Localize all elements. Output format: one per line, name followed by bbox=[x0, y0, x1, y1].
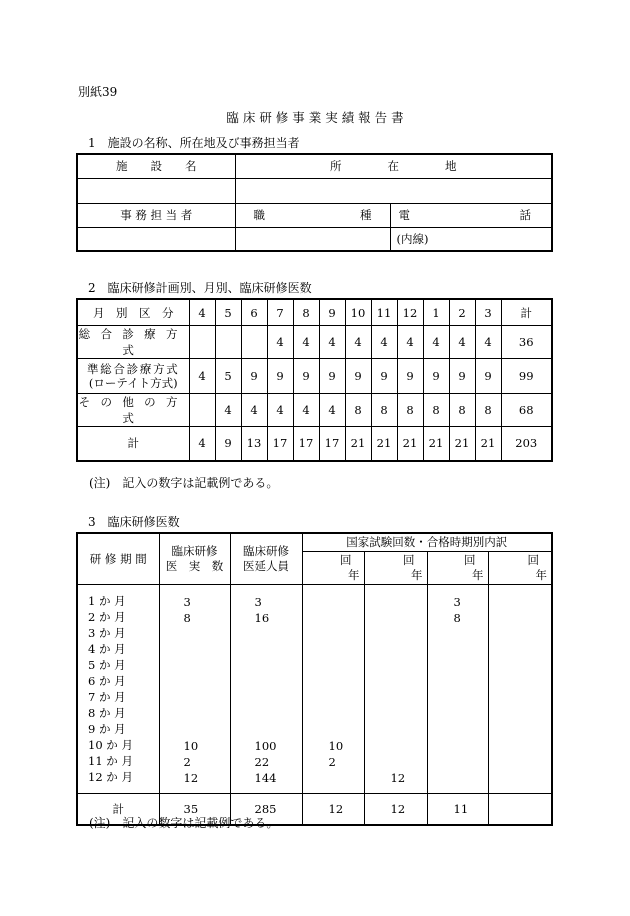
month-header: 4 bbox=[189, 299, 215, 326]
header-facility-name: 施 設 名 bbox=[77, 154, 235, 178]
period-cell: 2 か 月 bbox=[77, 609, 159, 625]
exam-round-header bbox=[364, 551, 427, 584]
total-value-cell[interactable]: 11 bbox=[427, 793, 488, 825]
month-value-cell[interactable]: 8 bbox=[397, 394, 423, 427]
count-cell[interactable] bbox=[364, 641, 427, 657]
month-value-cell[interactable]: 9 bbox=[397, 359, 423, 394]
count-cell[interactable] bbox=[230, 721, 302, 737]
month-value-cell[interactable] bbox=[215, 326, 241, 359]
total-value-cell[interactable] bbox=[488, 793, 552, 825]
table-row bbox=[77, 584, 552, 609]
trainee-count-table bbox=[76, 532, 553, 826]
count-cell[interactable] bbox=[488, 689, 552, 705]
year-label: 年 bbox=[348, 567, 360, 582]
month-value-cell[interactable]: 5 bbox=[215, 359, 241, 394]
month-header: 10 bbox=[345, 299, 371, 326]
month-value-cell[interactable]: 99 bbox=[501, 359, 552, 394]
count-cell[interactable] bbox=[302, 673, 364, 689]
month-value-cell[interactable]: 4 bbox=[449, 326, 475, 359]
total-label: 計 bbox=[77, 793, 159, 825]
month-header: 7 bbox=[267, 299, 293, 326]
month-value-cell[interactable]: 13 bbox=[241, 427, 267, 461]
count-cell[interactable] bbox=[364, 657, 427, 673]
month-value-cell[interactable]: 17 bbox=[293, 427, 319, 461]
month-value-cell[interactable]: 4 bbox=[475, 326, 501, 359]
month-value-cell[interactable]: 21 bbox=[397, 427, 423, 461]
count-cell[interactable] bbox=[488, 753, 552, 769]
count-cell[interactable]: 16 bbox=[230, 609, 302, 625]
header-staff: 事 務 担 当 者 bbox=[77, 203, 235, 227]
count-cell[interactable]: 12 bbox=[159, 769, 230, 794]
month-value-cell[interactable]: 4 bbox=[267, 394, 293, 427]
year-label: 年 bbox=[411, 567, 423, 582]
month-header: 3 bbox=[475, 299, 501, 326]
year-label: 年 bbox=[472, 567, 484, 582]
header-tel bbox=[390, 203, 552, 227]
count-cell[interactable] bbox=[488, 609, 552, 625]
location-field[interactable] bbox=[235, 178, 552, 203]
month-header: 9 bbox=[319, 299, 345, 326]
row-label-rotation: 準総合診療方式 (ローテイト方式) bbox=[77, 359, 189, 394]
facility-name-field[interactable] bbox=[77, 178, 235, 203]
count-cell[interactable] bbox=[230, 641, 302, 657]
month-value-cell[interactable]: 9 bbox=[267, 359, 293, 394]
header-job-1: 職 bbox=[253, 208, 265, 222]
count-cell[interactable] bbox=[488, 673, 552, 689]
count-cell[interactable] bbox=[488, 737, 552, 753]
month-value-cell[interactable]: 9 bbox=[371, 359, 397, 394]
staff-field[interactable] bbox=[77, 227, 235, 251]
month-value-cell[interactable]: 4 bbox=[241, 394, 267, 427]
month-value-cell[interactable]: 4 bbox=[397, 326, 423, 359]
count-cell[interactable] bbox=[427, 625, 488, 641]
count-cell[interactable] bbox=[230, 705, 302, 721]
count-cell[interactable] bbox=[159, 641, 230, 657]
count-cell[interactable] bbox=[302, 689, 364, 705]
total-value-cell[interactable]: 285 bbox=[230, 793, 302, 825]
month-header: 11 bbox=[371, 299, 397, 326]
total-value-cell[interactable]: 12 bbox=[302, 793, 364, 825]
count-cell[interactable]: 100 bbox=[230, 737, 302, 753]
period-cell: 6 か 月 bbox=[77, 673, 159, 689]
month-value-cell[interactable]: 68 bbox=[501, 394, 552, 427]
count-cell[interactable] bbox=[364, 625, 427, 641]
month-value-cell[interactable]: 21 bbox=[475, 427, 501, 461]
count-cell[interactable]: 8 bbox=[427, 609, 488, 625]
count-cell[interactable] bbox=[364, 721, 427, 737]
monthly-plan-table bbox=[76, 298, 553, 462]
row-label-total: 計 bbox=[77, 427, 189, 461]
month-value-cell[interactable]: 4 bbox=[189, 427, 215, 461]
count-cell[interactable] bbox=[302, 584, 364, 609]
header-exam-breakdown: 国家試験回数・合格時期別内訳 bbox=[302, 533, 552, 551]
round-label: 回 bbox=[340, 552, 352, 567]
count-cell[interactable]: 10 bbox=[302, 737, 364, 753]
period-cell: 7 か 月 bbox=[77, 689, 159, 705]
month-value-cell[interactable]: 4 bbox=[293, 394, 319, 427]
count-cell[interactable] bbox=[488, 769, 552, 794]
month-value-cell[interactable] bbox=[241, 326, 267, 359]
month-value-cell[interactable]: 9 bbox=[215, 427, 241, 461]
count-cell[interactable] bbox=[364, 737, 427, 753]
count-cell[interactable] bbox=[427, 689, 488, 705]
month-value-cell[interactable]: 17 bbox=[319, 427, 345, 461]
month-header: 5 bbox=[215, 299, 241, 326]
count-cell[interactable] bbox=[427, 737, 488, 753]
count-cell[interactable] bbox=[159, 673, 230, 689]
header-total: 臨床研修 医延人員 bbox=[230, 533, 302, 584]
month-value-cell[interactable]: 36 bbox=[501, 326, 552, 359]
table-row bbox=[77, 625, 552, 641]
row-label-general: 総合診療方式 bbox=[78, 327, 188, 357]
year-label: 年 bbox=[535, 567, 547, 582]
count-cell[interactable] bbox=[302, 641, 364, 657]
count-cell[interactable] bbox=[488, 625, 552, 641]
month-value-cell[interactable]: 203 bbox=[501, 427, 552, 461]
period-cell: 3 か 月 bbox=[77, 625, 159, 641]
count-cell[interactable]: 2 bbox=[302, 753, 364, 769]
count-cell[interactable] bbox=[364, 753, 427, 769]
count-cell[interactable] bbox=[364, 689, 427, 705]
count-cell[interactable] bbox=[364, 673, 427, 689]
table-row bbox=[77, 769, 552, 794]
total-value-cell[interactable]: 12 bbox=[364, 793, 427, 825]
month-header: 計 bbox=[501, 299, 552, 326]
count-cell[interactable] bbox=[302, 705, 364, 721]
exam-round-header bbox=[427, 551, 488, 584]
month-header: 8 bbox=[293, 299, 319, 326]
count-cell[interactable] bbox=[488, 657, 552, 673]
header-month-category: 月 別 区 分 bbox=[77, 299, 189, 326]
month-value-cell[interactable]: 8 bbox=[449, 394, 475, 427]
period-cell: 4 か 月 bbox=[77, 641, 159, 657]
row-label-other: その他の方式 bbox=[78, 395, 188, 425]
count-cell[interactable] bbox=[364, 705, 427, 721]
table-row bbox=[77, 657, 552, 673]
total-value-cell[interactable]: 35 bbox=[159, 793, 230, 825]
count-cell[interactable]: 3 bbox=[230, 584, 302, 609]
month-header: 6 bbox=[241, 299, 267, 326]
count-cell[interactable]: 2 bbox=[159, 753, 230, 769]
count-cell[interactable] bbox=[427, 673, 488, 689]
table-row bbox=[77, 721, 552, 737]
month-value-cell[interactable]: 9 bbox=[423, 359, 449, 394]
header-job bbox=[235, 203, 390, 227]
month-value-cell[interactable]: 9 bbox=[345, 359, 371, 394]
month-value-cell[interactable]: 4 bbox=[345, 326, 371, 359]
round-label: 回 bbox=[527, 552, 539, 567]
month-value-cell[interactable]: 9 bbox=[293, 359, 319, 394]
header-period: 研 修 期 間 bbox=[77, 533, 159, 584]
count-cell[interactable]: 22 bbox=[230, 753, 302, 769]
header-job-2: 種 bbox=[360, 208, 372, 222]
exam-round-header bbox=[488, 551, 552, 584]
month-value-cell[interactable]: 4 bbox=[319, 326, 345, 359]
month-value-cell[interactable]: 4 bbox=[215, 394, 241, 427]
section2-note: (注) 記入の数字は記載例である。 bbox=[89, 476, 279, 490]
document-title: 臨 床 研 修 事 業 実 績 報 告 書 bbox=[226, 110, 404, 125]
table-row bbox=[77, 641, 552, 657]
month-value-cell[interactable]: 8 bbox=[371, 394, 397, 427]
exam-round-header bbox=[302, 551, 364, 584]
count-cell[interactable] bbox=[427, 753, 488, 769]
count-cell[interactable] bbox=[230, 673, 302, 689]
tel-field[interactable] bbox=[390, 227, 552, 251]
month-value-cell[interactable]: 4 bbox=[267, 326, 293, 359]
section1-heading: 1 施設の名称、所在地及び事務担当者 bbox=[88, 136, 300, 150]
month-value-cell[interactable] bbox=[189, 394, 215, 427]
count-cell[interactable] bbox=[427, 641, 488, 657]
month-header: 12 bbox=[397, 299, 423, 326]
month-value-cell[interactable]: 4 bbox=[293, 326, 319, 359]
month-value-cell[interactable]: 4 bbox=[319, 394, 345, 427]
table-row bbox=[77, 737, 552, 753]
month-value-cell[interactable]: 9 bbox=[319, 359, 345, 394]
section2-heading: 2 臨床研修計画別、月別、臨床研修医数 bbox=[88, 281, 312, 295]
header-location: 所 在 地 bbox=[235, 154, 552, 178]
section3-heading: 3 臨床研修医数 bbox=[88, 515, 180, 529]
month-value-cell[interactable]: 21 bbox=[449, 427, 475, 461]
month-header: 2 bbox=[449, 299, 475, 326]
count-cell[interactable] bbox=[302, 769, 364, 794]
count-cell[interactable] bbox=[488, 721, 552, 737]
facility-table bbox=[76, 153, 553, 252]
count-cell[interactable] bbox=[364, 584, 427, 609]
count-cell[interactable]: 144 bbox=[230, 769, 302, 794]
count-cell[interactable]: 3 bbox=[159, 584, 230, 609]
month-value-cell[interactable]: 21 bbox=[371, 427, 397, 461]
table-row bbox=[77, 673, 552, 689]
count-cell[interactable]: 8 bbox=[159, 609, 230, 625]
month-value-cell[interactable]: 9 bbox=[241, 359, 267, 394]
month-value-cell[interactable]: 8 bbox=[475, 394, 501, 427]
section3-note: (注) 記入の数字は記載例である。 bbox=[89, 816, 279, 830]
month-value-cell[interactable]: 8 bbox=[345, 394, 371, 427]
period-cell: 12 か 月 bbox=[77, 769, 159, 794]
job-field[interactable] bbox=[235, 227, 390, 251]
count-cell[interactable] bbox=[488, 705, 552, 721]
round-label: 回 bbox=[403, 552, 415, 567]
month-value-cell[interactable]: 17 bbox=[267, 427, 293, 461]
month-value-cell[interactable] bbox=[189, 326, 215, 359]
count-cell[interactable] bbox=[427, 721, 488, 737]
month-value-cell[interactable]: 21 bbox=[345, 427, 371, 461]
extension-label: (内線) bbox=[396, 231, 429, 246]
month-value-cell[interactable]: 4 bbox=[189, 359, 215, 394]
month-value-cell[interactable]: 9 bbox=[449, 359, 475, 394]
month-value-cell[interactable]: 8 bbox=[423, 394, 449, 427]
table-row bbox=[77, 609, 552, 625]
month-value-cell[interactable]: 4 bbox=[371, 326, 397, 359]
count-cell[interactable] bbox=[302, 721, 364, 737]
table-row bbox=[77, 705, 552, 721]
period-cell: 8 か 月 bbox=[77, 705, 159, 721]
count-cell[interactable] bbox=[427, 769, 488, 794]
table-row bbox=[77, 753, 552, 769]
period-cell: 11 か 月 bbox=[77, 753, 159, 769]
count-cell[interactable]: 3 bbox=[427, 584, 488, 609]
period-cell: 5 か 月 bbox=[77, 657, 159, 673]
round-label: 回 bbox=[464, 552, 476, 567]
month-value-cell[interactable]: 4 bbox=[423, 326, 449, 359]
count-cell[interactable] bbox=[302, 609, 364, 625]
table-row bbox=[77, 689, 552, 705]
header-tel-2: 話 bbox=[519, 208, 531, 222]
count-cell[interactable] bbox=[230, 657, 302, 673]
count-cell[interactable] bbox=[159, 721, 230, 737]
count-cell[interactable] bbox=[159, 657, 230, 673]
period-cell: 9 か 月 bbox=[77, 721, 159, 737]
count-cell[interactable] bbox=[427, 657, 488, 673]
period-cell: 10 か 月 bbox=[77, 737, 159, 753]
count-cell[interactable] bbox=[364, 609, 427, 625]
month-header: 1 bbox=[423, 299, 449, 326]
count-cell[interactable] bbox=[488, 584, 552, 609]
period-cell: 1 か 月 bbox=[77, 584, 159, 609]
month-value-cell[interactable]: 21 bbox=[423, 427, 449, 461]
header-tel-1: 電 bbox=[398, 208, 410, 222]
count-cell[interactable] bbox=[159, 705, 230, 721]
count-cell[interactable] bbox=[230, 625, 302, 641]
count-cell[interactable]: 10 bbox=[159, 737, 230, 753]
count-cell[interactable] bbox=[159, 625, 230, 641]
count-cell[interactable]: 12 bbox=[364, 769, 427, 794]
count-cell[interactable] bbox=[230, 689, 302, 705]
count-cell[interactable] bbox=[427, 705, 488, 721]
month-value-cell[interactable]: 9 bbox=[475, 359, 501, 394]
count-cell[interactable] bbox=[488, 641, 552, 657]
annex-label: 別紙39 bbox=[78, 85, 118, 99]
count-cell[interactable] bbox=[302, 625, 364, 641]
count-cell[interactable] bbox=[159, 689, 230, 705]
count-cell[interactable] bbox=[302, 657, 364, 673]
header-actual: 臨床研修 医 実 数 bbox=[159, 533, 230, 584]
